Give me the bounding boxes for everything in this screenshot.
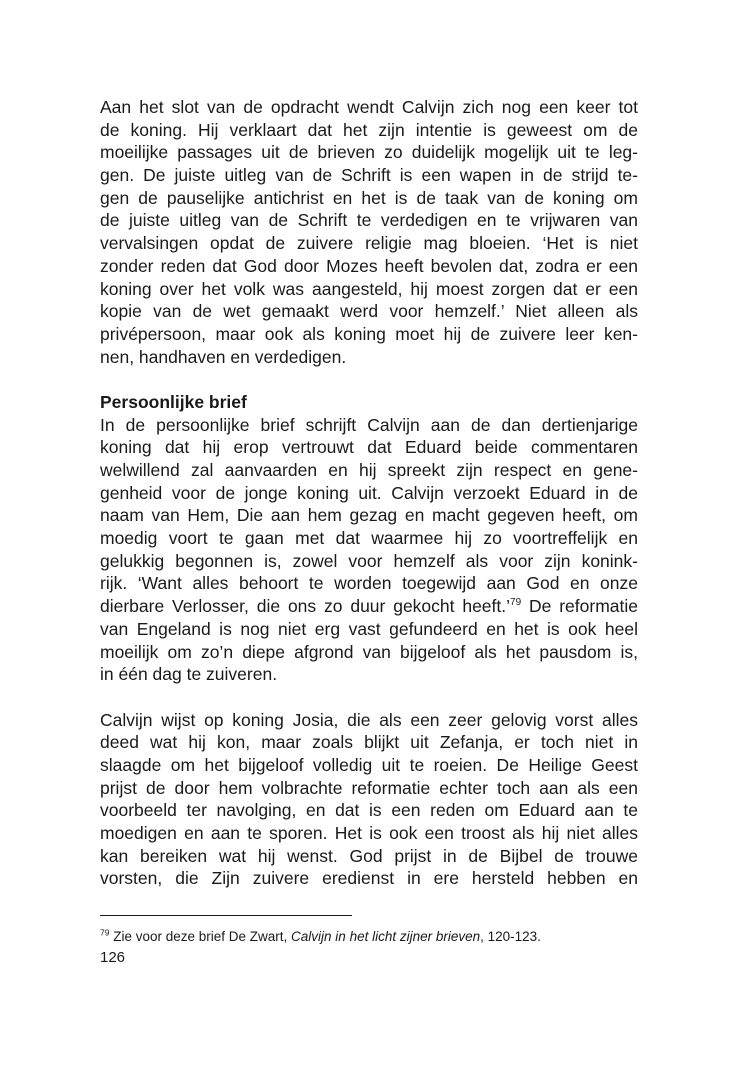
text-line: genheid voor de jonge koning uit. Calvijn verzoekt Eduard in de — [100, 482, 638, 503]
text-line: gelukkig begonnen is, zowel voor hemzelf als voor zijn konink- — [100, 550, 638, 571]
text-line: moeilijke passages uit de brieven zo duidelijk mogelijk uit te leg- — [100, 142, 638, 163]
text-line: naam van Hem, Die aan hem gezag en macht gegeven heeft, om — [100, 505, 638, 526]
text-line: Calvijn wijst op koning Josia, die als een zeer gelovig vorst alles — [100, 709, 638, 730]
text-line: rijk. ‘Want alles behoort te worden toegewijd aan God en onze — [100, 573, 638, 594]
text-line: slaagde om het bijgeloof volledig uit te roeien. De Heilige Geest — [100, 754, 638, 775]
text-line: privépersoon, maar ook als koning moet hij de zuivere leer ken- — [100, 323, 638, 344]
text-line: vorsten, die Zijn zuivere eredienst in ere hersteld hebben en — [100, 868, 638, 889]
page-number: 126 — [100, 949, 126, 966]
text-line: de koning. Hij verklaart dat het zijn intentie is geweest om de — [100, 119, 638, 140]
text-line: deed wat hij kon, maar zoals blijkt uit Zefanja, er toch niet in — [100, 732, 638, 753]
text-line: moeilijk om zo’n diepe afgrond van bijgeloof als het pausdom is, — [100, 641, 638, 662]
paragraph-persoonlijke-brief — [100, 414, 638, 686]
footnote-book-title: Calvijn in het licht zijner brieven — [291, 929, 481, 944]
text-line: de juiste uitleg van de Schrift te verdedigen en te vrijwaren van — [100, 210, 638, 231]
footnote-number: 79 — [100, 927, 110, 938]
text-line: prijst de door hem volbrachte reformatie echter toch aan als een — [100, 777, 638, 798]
text-line: welwillend zal aanvaarden en hij spreekt zijn respect en gene- — [100, 460, 638, 480]
footnote — [100, 928, 541, 946]
text-line: zonder reden dat God door Mozes heeft bevolen dat, zodra er een — [100, 255, 638, 276]
text-line: kopie van de wet gemaakt werd voor hemzelf.’ Niet alleen als — [100, 301, 638, 322]
text-line: van Engeland is nog niet erg vast gefundeerd en het is ook heel — [100, 618, 638, 639]
footnote-text: Zie voor deze brief De Zwart, — [109, 929, 292, 944]
section-heading: Persoonlijke brief — [100, 391, 247, 412]
text-line: koning dat hij erop vertrouwt dat Eduard beide commentaren — [100, 437, 638, 458]
text-line: koning over het volk was aangesteld, hij moest zorgen dat er een — [100, 278, 638, 299]
page-body — [100, 96, 638, 890]
text-line: in één dag te zuiveren. — [100, 664, 278, 685]
paragraph-gap — [100, 686, 638, 709]
text-fragment: dierbare Verlosser, die ons zo duur gekocht heeft.’ — [100, 596, 511, 617]
text-line: nen, handhaven en verdedigen. — [100, 346, 347, 367]
text-line: In de persoonlijke brief schrijft Calvijn aan de dan dertienjarige — [100, 414, 638, 435]
text-line: gen de pauselijke antichrist en het is de taak van de koning om — [100, 187, 638, 208]
text-line: gen. De juiste uitleg van de Schrift is een wapen in de strijd te- — [100, 165, 638, 186]
text-line: voorbeeld ter navolging, en dat is een reden om Eduard aan te — [100, 800, 638, 821]
text-line: moedigen en aan te sporen. Het is ook een troost als hij niet alles — [100, 823, 638, 843]
text-line: kan bereiken wat hij wenst. God prijst in de Bijbel de trouwe — [100, 845, 638, 866]
paragraph-opdracht — [100, 96, 638, 368]
paragraph-josia — [100, 709, 638, 891]
text-line — [100, 595, 638, 618]
text-line: moedig voort te gaan met dat waarmee hij zo voortreffelijk en — [100, 528, 638, 549]
text-fragment: De reformatie — [521, 596, 638, 617]
text-line: Aan het slot van de opdracht wendt Calvijn zich nog een keer tot — [100, 97, 638, 117]
footnote-pages: , 120-123. — [480, 929, 541, 944]
footnote-divider — [100, 915, 352, 916]
paragraph-gap — [100, 368, 638, 391]
text-line: vervalsingen opdat de zuivere religie mag bloeien. ‘Het is niet — [100, 233, 638, 254]
footnote-reference: 79 — [510, 597, 522, 609]
